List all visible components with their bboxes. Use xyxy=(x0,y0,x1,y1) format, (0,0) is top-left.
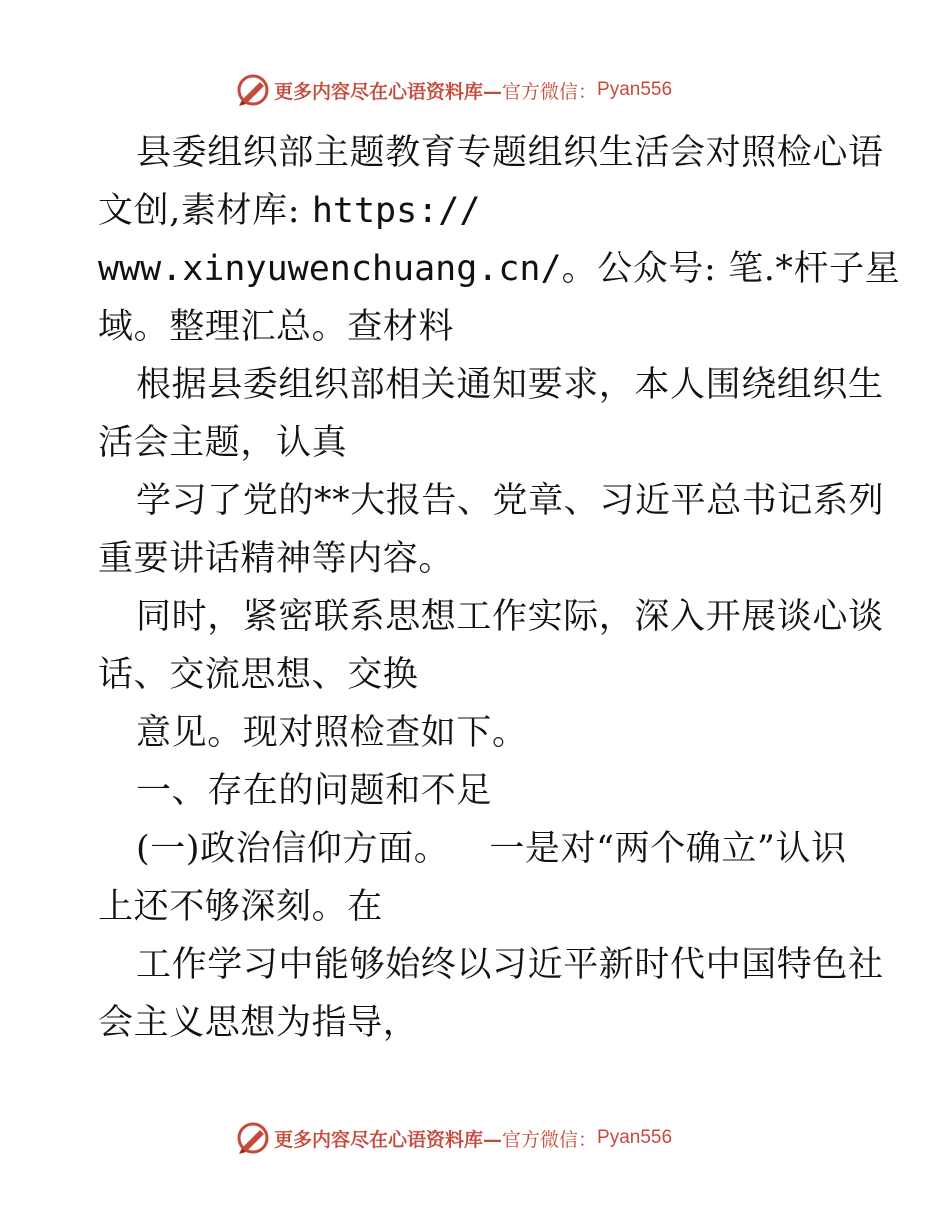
body-line: 会主义思想为指导， xyxy=(98,1003,419,1043)
banner-wechat-id: Pyan556 xyxy=(597,79,673,100)
body-line: 重要讲话精神等内容。 xyxy=(98,539,455,579)
body-line xyxy=(98,820,858,878)
banner-main-text: 更多内容尽在心语资料库— xyxy=(274,1128,503,1151)
body-text: 文创,素材库: xyxy=(98,191,312,231)
body-line: 根据县委组织部相关通知要求，本人围绕组织生 xyxy=(136,365,884,405)
body-line xyxy=(98,240,901,298)
body-line: 域。整理汇总。查材料 xyxy=(98,307,455,347)
body-line: 话、交流思想、交换 xyxy=(98,655,419,695)
body-line: 县委组织部主题教育专题组织生活会对照检心语 xyxy=(136,133,884,173)
body-line: 意见。现对照检查如下。 xyxy=(136,713,528,753)
body-line xyxy=(98,182,858,240)
footer-watermark-banner xyxy=(236,1120,756,1156)
subsection-heading: (一)政治信仰方面。 xyxy=(136,829,450,869)
banner-main-text: 更多内容尽在心语资料库— xyxy=(274,80,503,103)
body-text: 。公众号: 笔.*杆子星 xyxy=(561,249,901,289)
pen-circle-logo-icon xyxy=(236,1121,270,1155)
body-line: 学习了党的**大报告、党章、习近平总书记系列 xyxy=(136,481,885,521)
body-line: 工作学习中能够始终以习近平新时代中国特色社 xyxy=(136,945,884,985)
body-line: 活会主题，认真 xyxy=(98,423,348,463)
url-text: www.xinyuwenchuang.cn/ xyxy=(98,249,562,289)
banner-wechat-id: Pyan556 xyxy=(597,1127,673,1148)
header-watermark-banner xyxy=(236,72,756,108)
body-line: 同时，紧密联系思想工作实际，深入开展谈心谈 xyxy=(136,597,884,637)
section-heading: 一、存在的问题和不足 xyxy=(136,771,493,811)
url-text: https:// xyxy=(311,191,481,231)
pen-circle-logo-icon xyxy=(236,73,270,107)
body-text: 一是对“两个确立”认识 xyxy=(489,829,847,869)
body-line: 上还不够深刻。在 xyxy=(98,887,383,927)
document-body xyxy=(98,124,901,1052)
banner-wechat-label: 官方微信： xyxy=(502,1128,598,1151)
banner-wechat-label: 官方微信： xyxy=(502,80,598,103)
